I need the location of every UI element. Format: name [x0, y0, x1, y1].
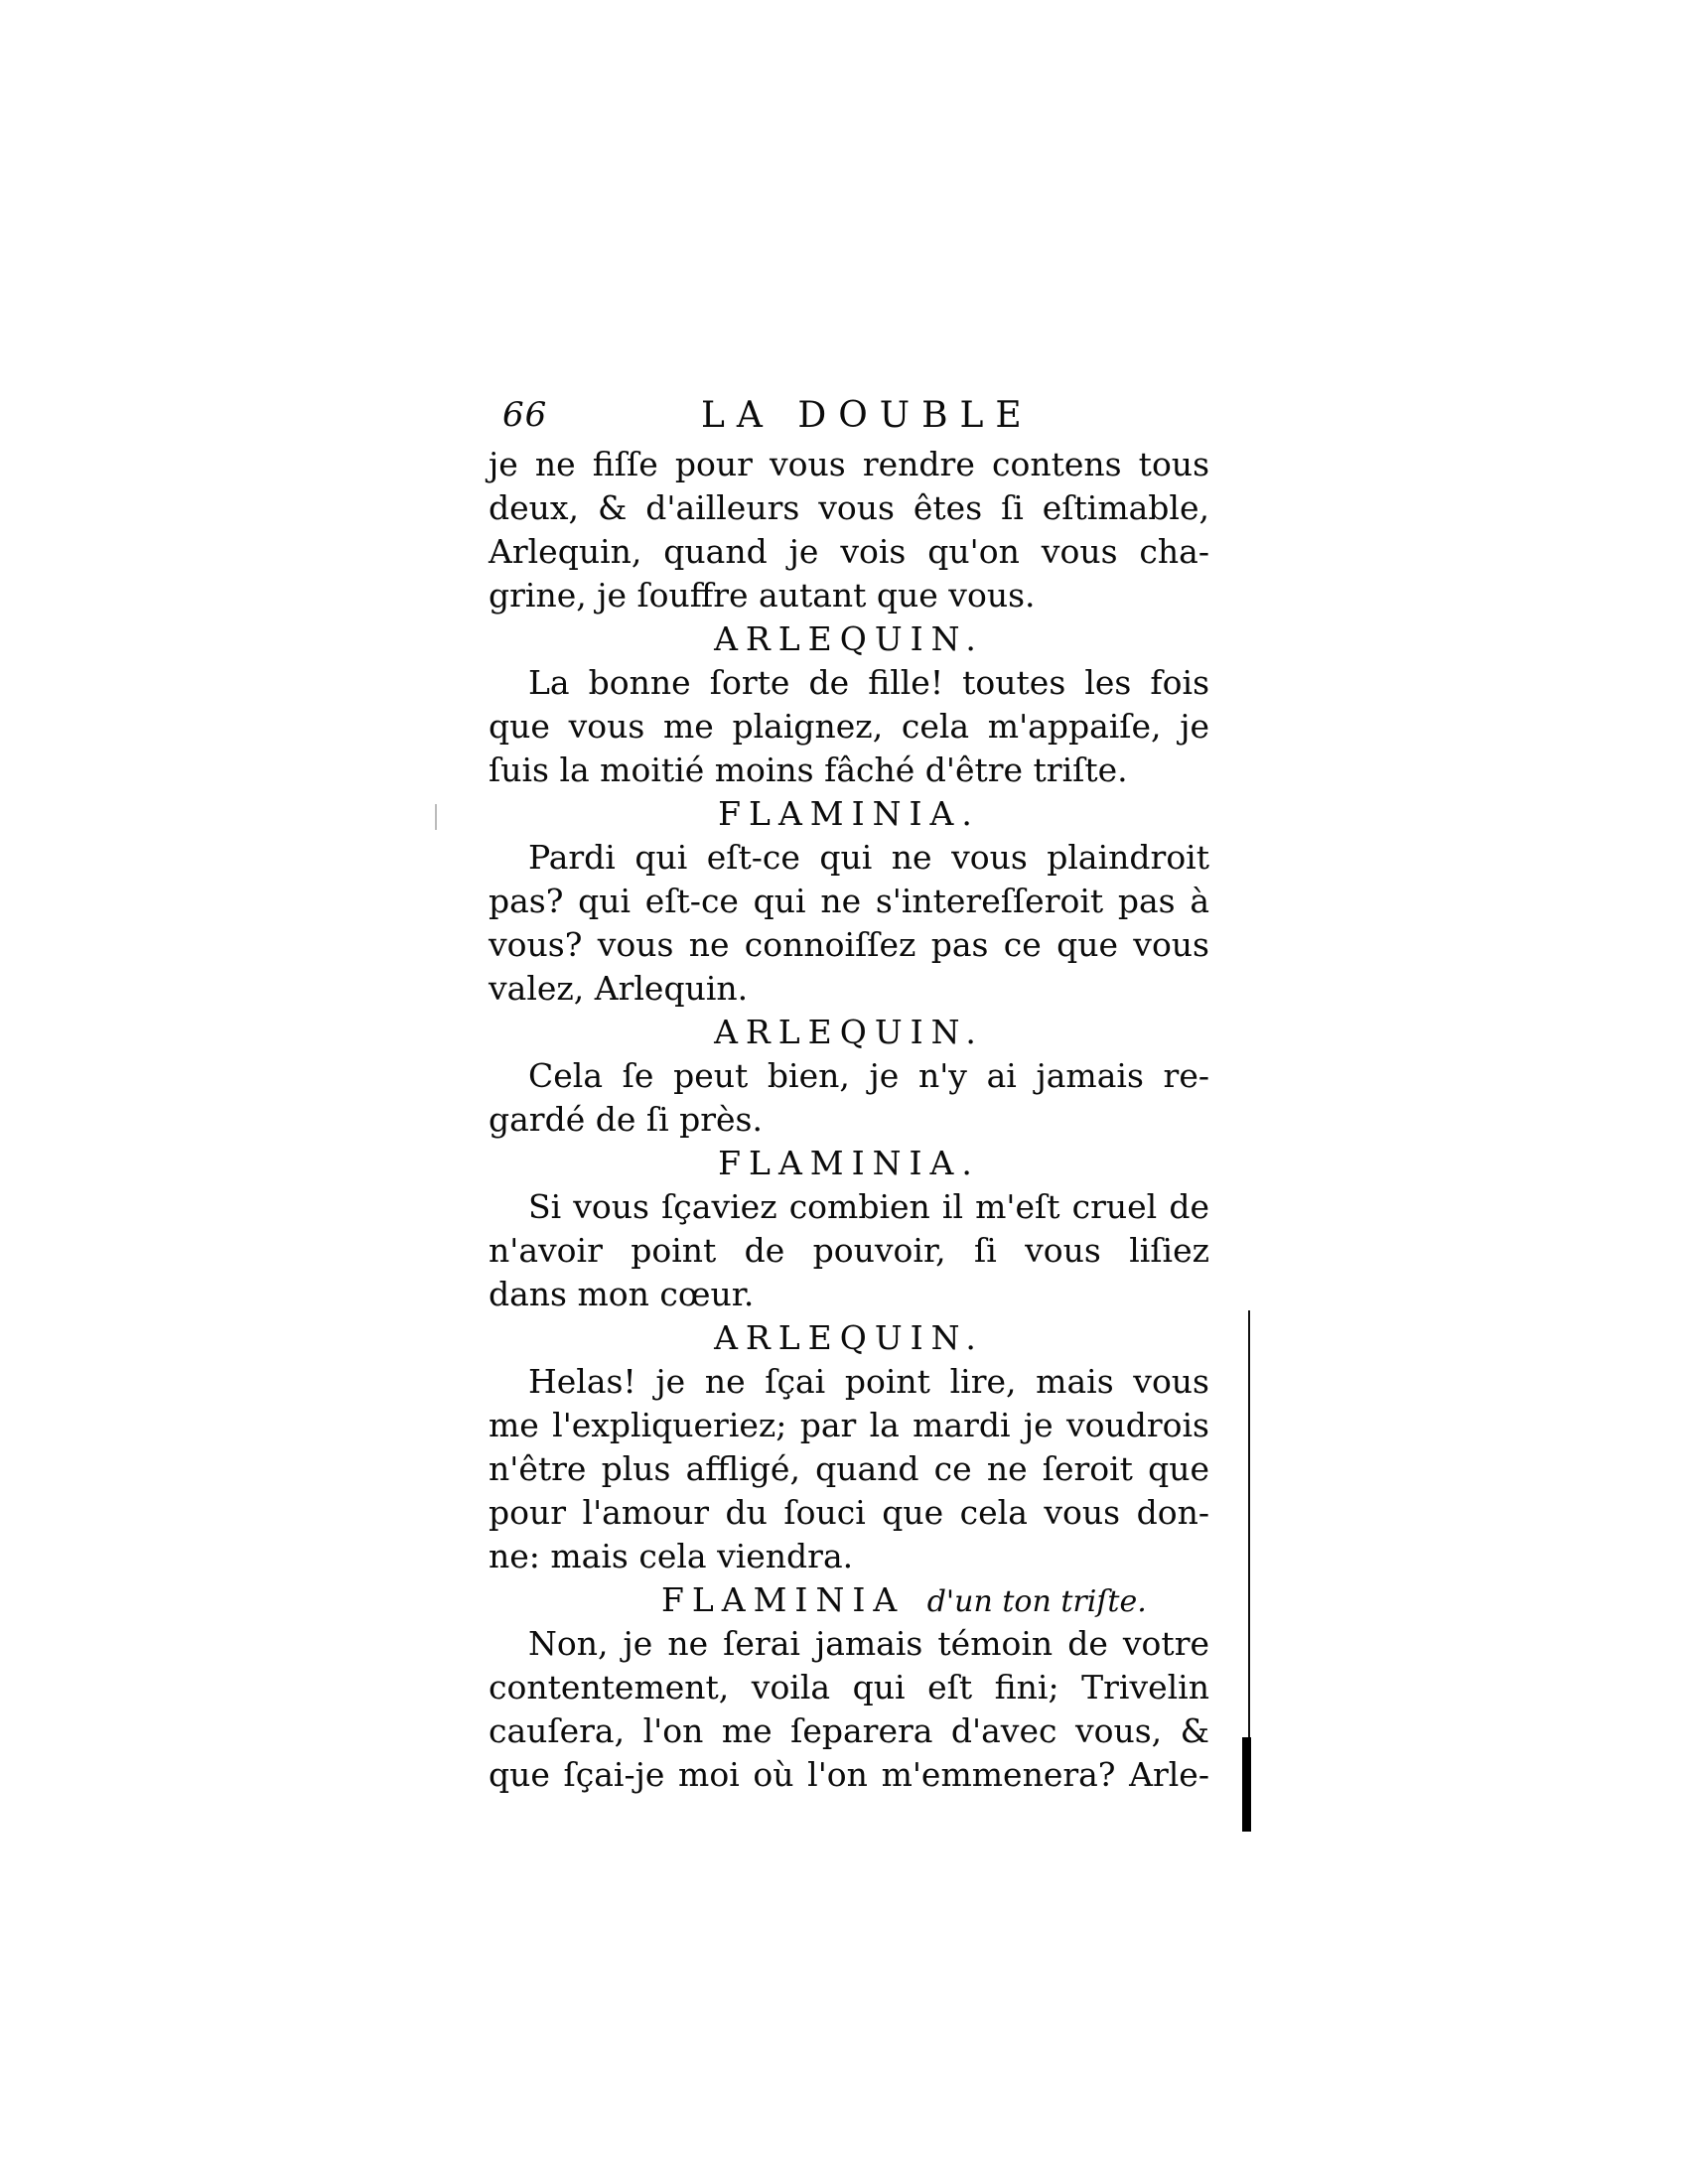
text-line: Pardi qui eſt-ce qui ne vous plaindroit [528, 838, 1209, 877]
speaker-name: ARLEQUIN. [714, 619, 984, 658]
speaker-name: ARLEQUIN. [714, 1013, 984, 1051]
text-line: deux, & d'ailleurs vous êtes ſi eſtimable, [489, 488, 1209, 527]
text-line: valez, Arlequin. [489, 969, 749, 1008]
text-line: pas? qui eſt-ce qui ne s'intereſſeroit pas à [489, 882, 1209, 920]
gutter-shadow-line [1248, 1310, 1250, 1737]
text-line: Non, je ne ſerai jamais témoin de votre [528, 1624, 1209, 1663]
speaker-name: FLAMINIA. [718, 794, 980, 833]
text-line: Arlequin, quand je vois qu'on vous cha- [489, 532, 1209, 571]
text-line: je ne fiſſe pour vous rendre contens tous [489, 445, 1209, 483]
page-number: 66 [502, 395, 548, 435]
speaker-name: ARLEQUIN. [714, 1318, 984, 1357]
text-line: dans mon cœur. [489, 1275, 755, 1313]
text-line: La bonne ſorte de fille! toutes les fois [528, 663, 1209, 702]
text-line: gardé de ſi près. [489, 1100, 763, 1139]
speaker-name: FLAMINIA [661, 1580, 906, 1619]
gutter-shadow-bar [1242, 1737, 1251, 1832]
text-line: ne: mais cela viendra. [489, 1537, 854, 1575]
play-text [489, 443, 1209, 1797]
speaker-line [489, 1578, 1209, 1622]
stage-direction: d'un ton triſte. [926, 1584, 1147, 1619]
paragraph [489, 836, 1209, 1011]
paragraph [489, 443, 1209, 617]
text-line: contentement, voila qui eſt fini; Trivelin [489, 1668, 1209, 1706]
text-line: Si vous ſçaviez combien il m'eſt cruel de [528, 1187, 1209, 1226]
text-line: n'avoir point de pouvoir, ſi vous liſiez [489, 1231, 1209, 1270]
running-title: LA DOUBLE [701, 395, 1034, 436]
text-line: cauſera, l'on me ſeparera d'avec vous, & [489, 1711, 1209, 1750]
paragraph [489, 1185, 1209, 1316]
text-line: ſuis la moitié moins fâché d'être triſte. [489, 751, 1128, 789]
text-line: grine, je ſouffre autant que vous. [489, 576, 1036, 614]
text-line: que ſçai-je moi où l'on m'emmenera? Arle- [489, 1755, 1209, 1794]
text-line: vous? vous ne connoiſſez pas ce que vous [489, 925, 1209, 964]
text-line: Cela ſe peut bien, je n'y ai jamais re- [528, 1056, 1209, 1095]
text-line: n'être plus affligé, quand ce ne ſeroit que [489, 1449, 1209, 1488]
text-line: me l'expliqueriez; par la mardi je voudrois [489, 1406, 1209, 1444]
paragraph [489, 1622, 1209, 1797]
paragraph [489, 661, 1209, 792]
speaker-name: FLAMINIA. [718, 1144, 980, 1182]
text-line: Helas! je ne ſçai point lire, mais vous [528, 1362, 1209, 1401]
paragraph [489, 1360, 1209, 1578]
text-line: pour l'amour du ſouci que cela vous don- [489, 1493, 1209, 1532]
text-line: que vous me plaignez, cela m'appaiſe, je [489, 707, 1209, 746]
scan-speck [435, 804, 437, 830]
page-header [502, 395, 1197, 445]
paragraph [489, 1054, 1209, 1142]
